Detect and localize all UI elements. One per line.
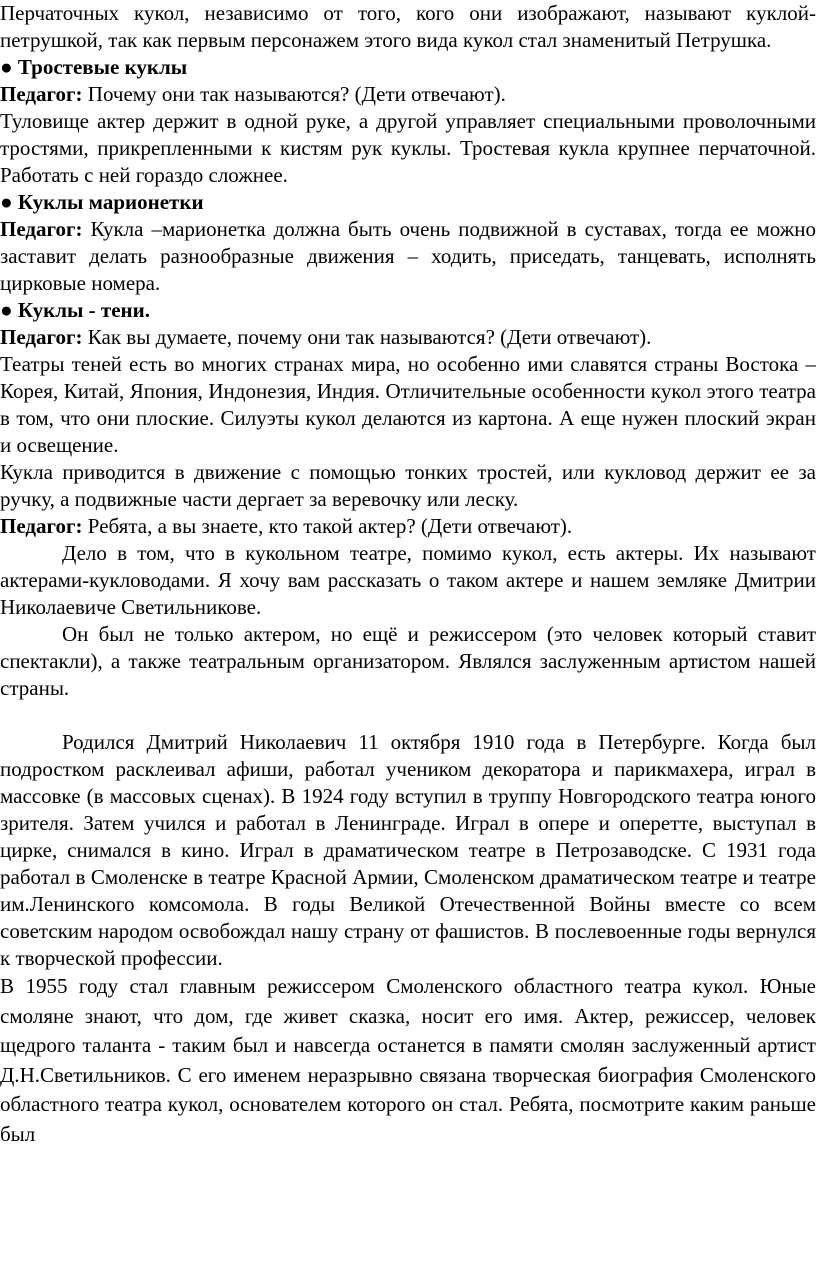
teacher-remark-text: Кукла –марионетка должна быть очень подвижной в суставах, тогда ее можно заставит делать разнообразные движения – ходить, приседать, танцевать, исполнять цирковые номера. (0, 217, 816, 295)
teacher-question-text: Почему они так называются? (Дети отвечают). (82, 82, 506, 106)
paragraph-puppeteer-actors: Дело в том, что в кукольном театре, помимо кукол, есть актеры. Их называют актерами-кукловодами. Я хочу вам рассказать о таком актере и нашем земляке Дмитрии Николаевиче Светильникове. (0, 541, 816, 619)
teacher-question-text: Как вы думаете, почему они так называются? (Дети отвечают). (82, 325, 652, 349)
teacher-question-text: Ребята, а вы знаете, кто такой актер? (Дети отвечают). (82, 514, 573, 538)
heading-marionettes: ● Куклы марионетки (0, 190, 204, 214)
paragraph-rod-puppets: Туловище актер держит в одной руке, а другой управляет специальными проволочными тростями, прикрепленными к кистям рук куклы. Тростевая кукла крупнее перчаточной. Работать с ней гораздо сложнее. (0, 109, 816, 187)
heading-rod-puppets: ● Тростевые куклы (0, 55, 188, 79)
paragraph-shadow-theatres: Театры теней есть во многих странах мира, но особенно ими славятся страны Востока – Корея, Китай, Япония, Индонезия, Индия. Отличительные особенности кукол этого театра в том, что они плоские. Силуэты кукол делаются из картона. А еще нужен плоский экран и освещение. (0, 352, 816, 457)
teacher-question-shadow (0, 324, 816, 351)
teacher-label: Педагог: (0, 325, 83, 349)
teacher-label: Педагог: (0, 82, 83, 106)
teacher-remark-marionette (0, 216, 816, 297)
heading-shadow-puppets: ● Куклы - тени. (0, 298, 150, 322)
paragraph-glove-puppets: Перчаточных кукол, независимо от того, кого они изображают, называют куклой-петрушкой, так как первым персонажем этого вида кукол стал знаменитый Петрушка. (0, 1, 816, 52)
teacher-label: Педагог: (0, 514, 83, 538)
paragraph-biography: Родился Дмитрий Николаевич 11 октября 1910 года в Петербурге. Когда был подростком расклеивал афиши, работал учеником декоратора и парикмахера, играл в массовке (в массовых сценах). В 1924 году вступил в труппу Новгородского театра юного зрителя. Затем учился и работал в Ленинграде. Играл в опере и оперетте, выступал в цирке, снимался в кино. Играл в драматическом театре в Петрозаводске. С 1931 года работал в Смоленске в театре Красной Армии, Смоленском драматическом театре и театре им.Ленинского комсомола. В годы Великой Отечественной Войны вместе со всем советским народом освобождал нашу страну от фашистов. В послевоенные годы вернулся к творческой профессии. (0, 730, 816, 970)
paragraph-shadow-movement: Кукла приводится в движение с помощью тонких тростей, или кукловод держит ее за ручку, а подвижные части дергает за веревочку или леску. (0, 460, 816, 511)
paragraph-1955: В 1955 году стал главным режиссером Смоленского областного театра кукол. Юные смоляне знают, что дом, где живет сказка, носит его имя. Актер, режиссер, человек щедрого таланта - таким был и навсегда останется в памяти смолян заслуженный артист Д.Н.Светильников. С его именем неразрывно связана творческая биография Смоленского областного театра кукол, основателем которого он стал. Ребята, посмотрите каким раньше был (0, 974, 816, 1146)
teacher-question-rod (0, 81, 816, 108)
teacher-label: Педагог: (0, 217, 83, 241)
blank-line (0, 702, 816, 729)
paragraph-svetilnikov-intro: Он был не только актером, но ещё и режиссером (это человек который ставит спектакли), а также театральным организатором. Являлся заслуженным артистом нашей страны. (0, 622, 816, 700)
teacher-question-actor (0, 513, 816, 540)
